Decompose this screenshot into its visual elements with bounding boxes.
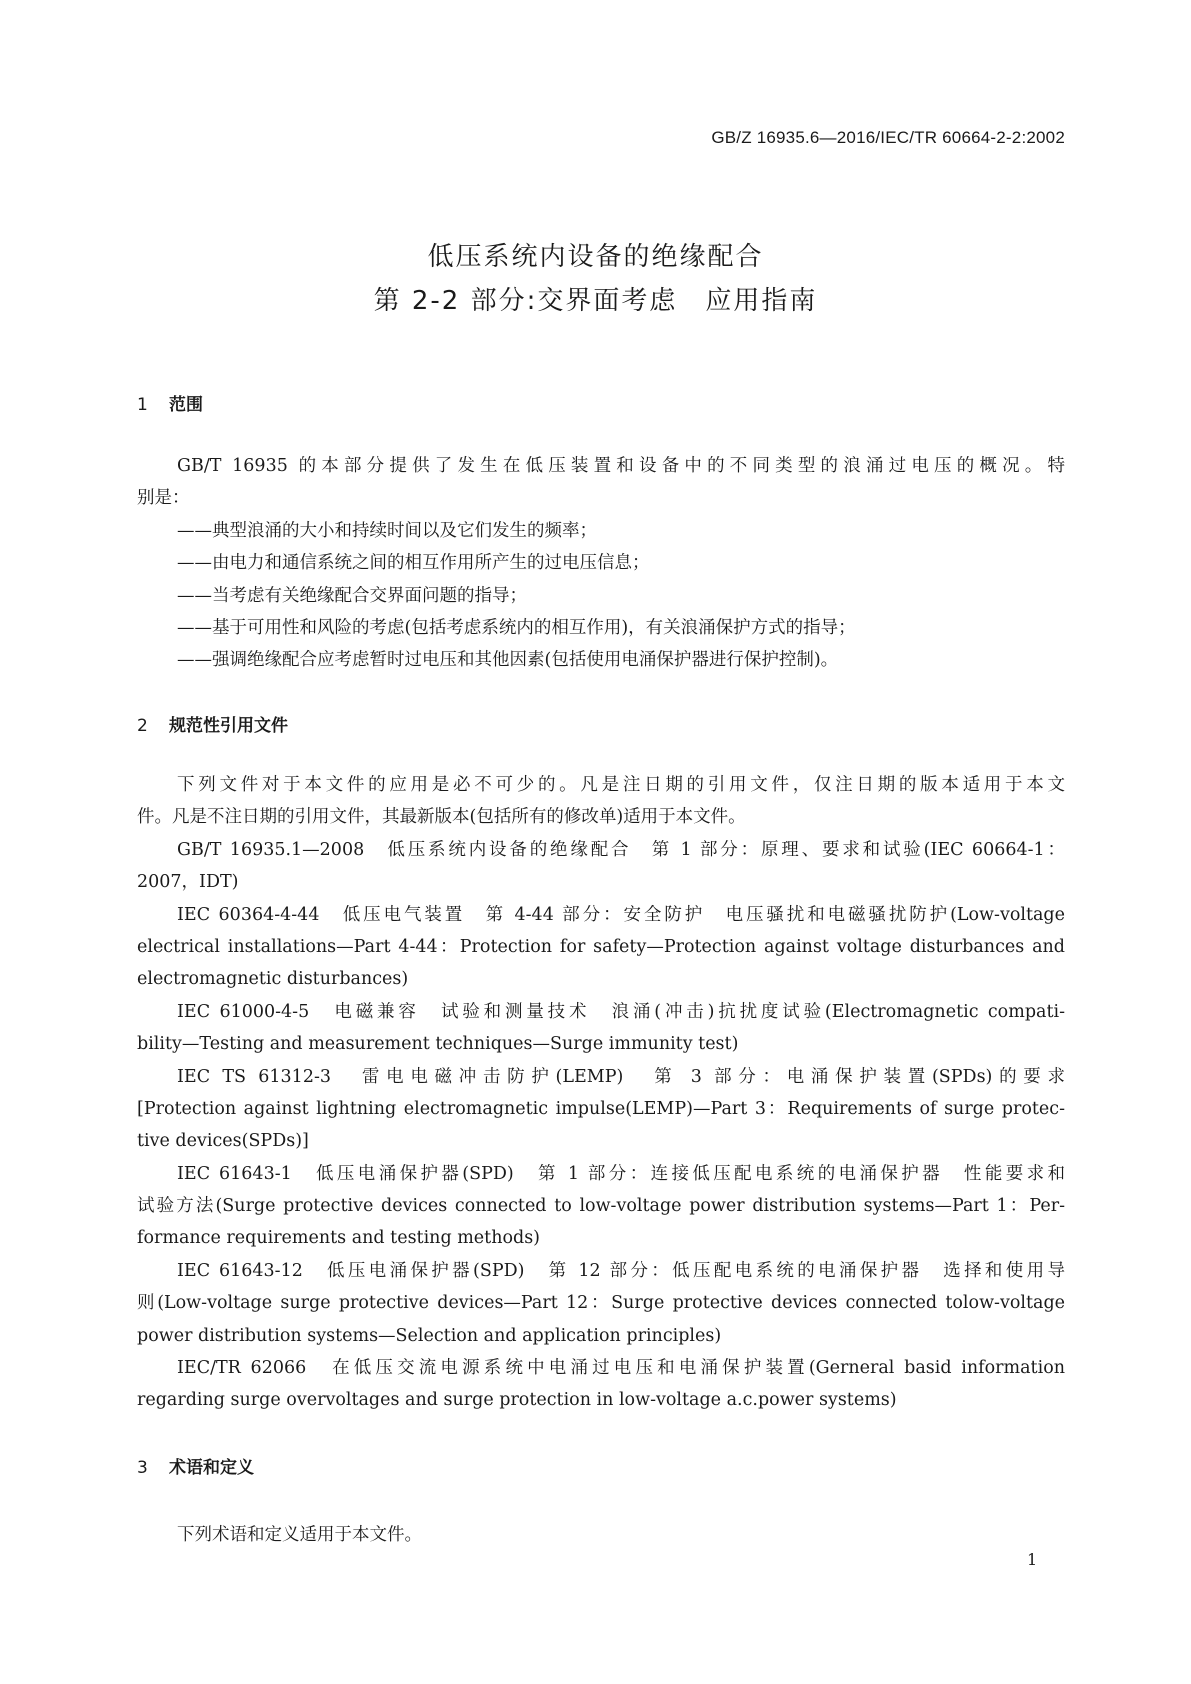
section-number: 3 xyxy=(137,1458,148,1478)
paragraph xyxy=(137,1255,1065,1352)
text-line: tive devices(SPDs)] xyxy=(137,1131,309,1152)
document-subtitle: 第 2-2 部分:交界面考虑 应用指南 xyxy=(373,286,818,316)
paragraph xyxy=(137,899,1065,996)
text-line: IEC/TR 62066 在低压交流电源系统中电涌过电压和电涌保护装置(Gerneral basid information xyxy=(177,1358,1065,1379)
document-title: 低压系统内设备的绝缘配合 xyxy=(427,242,764,272)
text-line: 别是： xyxy=(137,488,190,509)
section-number: 1 xyxy=(137,395,148,415)
text-line: formance requirements and testing methods) xyxy=(137,1228,541,1249)
paragraph xyxy=(137,1519,1065,1551)
section-title: 规范性引用文件 xyxy=(169,716,288,736)
paragraph xyxy=(137,450,1065,515)
text-line: IEC TS 61312-3 雷电电磁冲击防护(LEMP) 第 3 部分：电涌保护装置(SPDs)的要求 xyxy=(177,1066,1065,1087)
section-body-terms-definitions xyxy=(137,1519,1065,1551)
text-line: ——典型浪涌的大小和持续时间以及它们发生的频率； xyxy=(177,520,597,541)
text-line: [Protection against lightning electromagnetic impulse(LEMP)—Part 3：Requirements of surge protec- xyxy=(137,1098,1065,1119)
standard-header: GB/Z 16935.6—2016/IEC/TR 60664-2-2:2002 xyxy=(711,128,1065,147)
paragraph xyxy=(137,580,1065,612)
text-line: 试验方法(Surge protective devices connected to low-voltage power distribution systems—Part 1：Per- xyxy=(137,1196,1065,1217)
text-line: 下列术语和定义适用于本文件。 xyxy=(177,1525,422,1545)
text-line: 则(Low-voltage surge protective devices—Part 12：Surge protective devices connected tolow-voltage xyxy=(137,1293,1065,1314)
paragraph xyxy=(137,1352,1065,1417)
text-line: bility—Testing and measurement techniques—Surge immunity test) xyxy=(137,1034,739,1055)
section-body-normative-references xyxy=(137,769,1065,1417)
text-line: ——强调绝缘配合应考虑暂时过电压和其他因素(包括使用电涌保护器进行保护控制)。 xyxy=(177,650,839,671)
text-line: GB/T 16935.1—2008 低压系统内设备的绝缘配合 第 1 部分：原理、要求和试验(IEC 60664-1： xyxy=(177,839,1065,860)
text-line: 下列文件对于本文件的应用是必不可少的。凡是注日期的引用文件，仅注日期的版本适用于本文 xyxy=(177,775,1065,795)
paragraph xyxy=(137,547,1065,579)
text-line: IEC 61643-12 低压电涌保护器(SPD) 第 12 部分：低压配电系统的电涌保护器 选择和使用导 xyxy=(177,1260,1065,1281)
page-number: 1 xyxy=(1027,1550,1038,1569)
text-line: ——当考虑有关绝缘配合交界面问题的指导； xyxy=(177,585,527,606)
text-line: GB/T 16935 的本部分提供了发生在低压装置和设备中的不同类型的浪涌过电压的概况。特 xyxy=(177,456,1065,476)
text-line: IEC 61643-1 低压电涌保护器(SPD) 第 1 部分：连接低压配电系统的电涌保护器 性能要求和 xyxy=(177,1163,1065,1184)
section-heading-scope xyxy=(137,390,203,415)
paragraph xyxy=(137,1158,1065,1255)
paragraph xyxy=(137,1061,1065,1158)
paragraph xyxy=(137,612,1065,644)
text-line: ——基于可用性和风险的考虑(包括考虑系统内的相互作用)，有关浪涌保护方式的指导； xyxy=(177,617,856,638)
section-number: 2 xyxy=(137,716,148,736)
text-line: electromagnetic disturbances) xyxy=(137,969,409,990)
section-title: 范围 xyxy=(169,395,203,415)
text-line: IEC 61000-4-5 电磁兼容 试验和测量技术 浪涌(冲击)抗扰度试验(Electromagnetic compati- xyxy=(177,1001,1065,1022)
section-heading-terms-definitions xyxy=(137,1453,254,1478)
section-title: 术语和定义 xyxy=(169,1458,254,1478)
text-line: regarding surge overvoltages and surge protection in low-voltage a.c.power systems) xyxy=(137,1390,897,1411)
text-line: 件。凡是不注日期的引用文件，其最新版本(包括所有的修改单)适用于本文件。 xyxy=(137,807,746,828)
paragraph xyxy=(137,515,1065,547)
paragraph xyxy=(137,996,1065,1061)
paragraph xyxy=(137,644,1065,676)
text-line: electrical installations—Part 4-44：Protection for safety—Protection against voltage disturbances and xyxy=(137,936,1065,957)
text-line: ——由电力和通信系统之间的相互作用所产生的过电压信息； xyxy=(177,553,650,574)
text-line: 2007，IDT) xyxy=(137,872,239,893)
paragraph xyxy=(137,769,1065,834)
text-line: power distribution systems—Selection and application principles) xyxy=(137,1325,722,1346)
paragraph xyxy=(137,834,1065,899)
section-body-scope xyxy=(137,450,1065,677)
text-line: IEC 60364-4-44 低压电气装置 第 4-44 部分：安全防护 电压骚扰和电磁骚扰防护(Low-voltage xyxy=(177,904,1065,925)
section-heading-normative-references xyxy=(137,711,288,736)
